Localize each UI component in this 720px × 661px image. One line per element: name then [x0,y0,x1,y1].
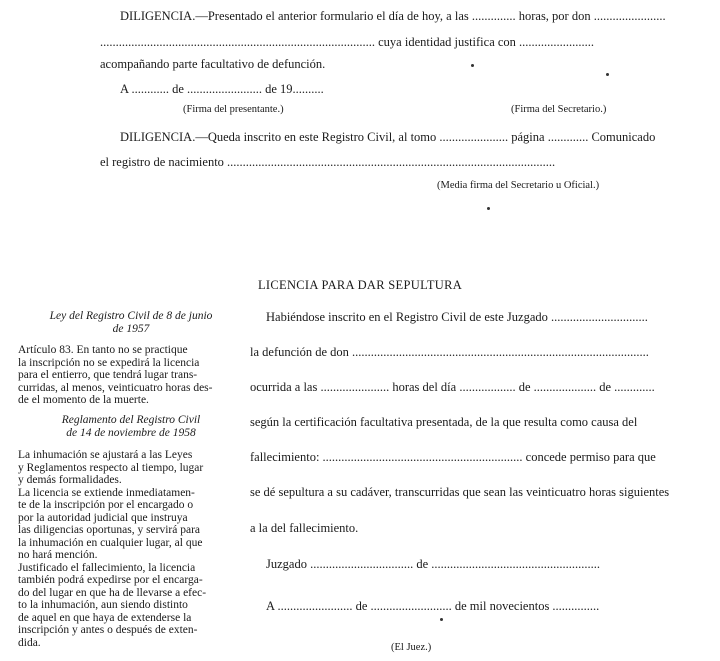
text-line: de el momento de la muerte. [18,394,149,406]
text-line: Artículo 83. En tanto no se practique [18,344,188,356]
ley-title-line: de 1957 [112,322,150,335]
reglamento-title-line: de 14 de noviembre de 1958 [66,426,196,439]
text-line: la inscripción no se expedirá la licencia [18,356,200,369]
text-line: la inhumación en cualquier lugar, al que [18,536,203,549]
text-line: inscripción y antes o después de exten- [18,624,198,636]
reglamento-title [0,414,262,439]
defuncion-line: la defunción de don ............................................................................................... [250,345,649,359]
text-line: no hará mención. [18,549,98,561]
diligencia-presentacion-line: DILIGENCIA.—Presentado el anterior formulario el día de hoy, a las .............. horas, por don ....................... [120,9,666,23]
text-line: to la inhumación, aun siendo distinto [18,599,188,611]
scan-speck [440,618,443,621]
articulo-83 [18,344,212,407]
text-line: La licencia se extiende inmediatamen- [18,486,195,499]
text-line: y demás formalidades. [18,474,122,486]
firma-presentante: (Firma del presentante.) [183,104,284,115]
licencia-title: LICENCIA PARA DAR SEPULTURA [258,278,463,292]
ocurrida-line: ocurrida a las ...................... horas del día .................. de .................... de ............. [250,380,655,394]
scan-speck [471,64,474,67]
sepultura-line: se dé sepultura a su cadáver, transcurridas que sean las veinticuatro horas siguientes [250,485,670,499]
del-fallecimiento-line: a la del fallecimiento. [250,521,359,535]
text-line: dida. [18,636,41,649]
text-line: La inhumación se ajustará a las Leyes [18,449,193,461]
text-line: curridas, al menos, veinticuatro horas des- [18,381,213,394]
parte-facultativo-line: acompañando parte facultativo de defunción. [100,57,326,71]
text-line: por la autoridad judicial que instruya [18,511,188,524]
reglamento-text [18,449,206,649]
text-line: te de la inscripción por el encargado o [18,499,194,511]
fecha-line: A ............ de ........................ de 19.......... [120,82,324,96]
text-line: y Reglamentos respecto al tiempo, lugar [18,461,204,474]
firma-secretario: (Firma del Secretario.) [511,104,607,115]
text-line: do del lugar en que ha de llevarse a efec- [18,586,207,599]
reglamento-title-line: Reglamento del Registro Civil [61,414,201,426]
text-line: las diligencias oportunas, y servirá para [18,524,201,536]
juzgado-line: Juzgado ................................. de ...................................................... [266,557,601,571]
certificacion-line: según la certificación facultativa presentada, de la que resulta como causa del [250,415,638,429]
ley-title-line: Ley del Registro Civil de 8 de junio [49,310,213,322]
media-firma: (Media firma del Secretario u Oficial.) [437,180,600,191]
text-line: también podrá expedirse por el encarga- [18,574,203,586]
text-line: de aquel en que haya de extenderse la [18,611,192,624]
registro-nacimiento-line: el registro de nacimiento ......................................................................................................... [100,155,556,169]
inscrito-line: Habiéndose inscrito en el Registro Civil de este Juzgado ............................... [266,310,648,324]
ley-title [0,310,262,335]
text-line: para el entierro, que tendrá lugar trans- [18,369,198,381]
scan-speck [606,73,609,76]
fecha-juez-line: A ........................ de .......................... de mil novecientos ............... [266,599,600,613]
firma-juez: (El Juez.) [391,642,432,653]
scan-speck [487,207,490,210]
identidad-line: ........................................................................................ cuya identidad justifica con ........................ [100,35,595,49]
fallecimiento-line: fallecimiento: ................................................................ concede permiso para que [250,450,656,464]
diligencia-inscripcion-line: DILIGENCIA.—Queda inscrito en este Registro Civil, al tomo ...................... página ............. Comunicado [120,130,656,144]
text-line: Justificado el fallecimiento, la licencia [18,561,196,574]
